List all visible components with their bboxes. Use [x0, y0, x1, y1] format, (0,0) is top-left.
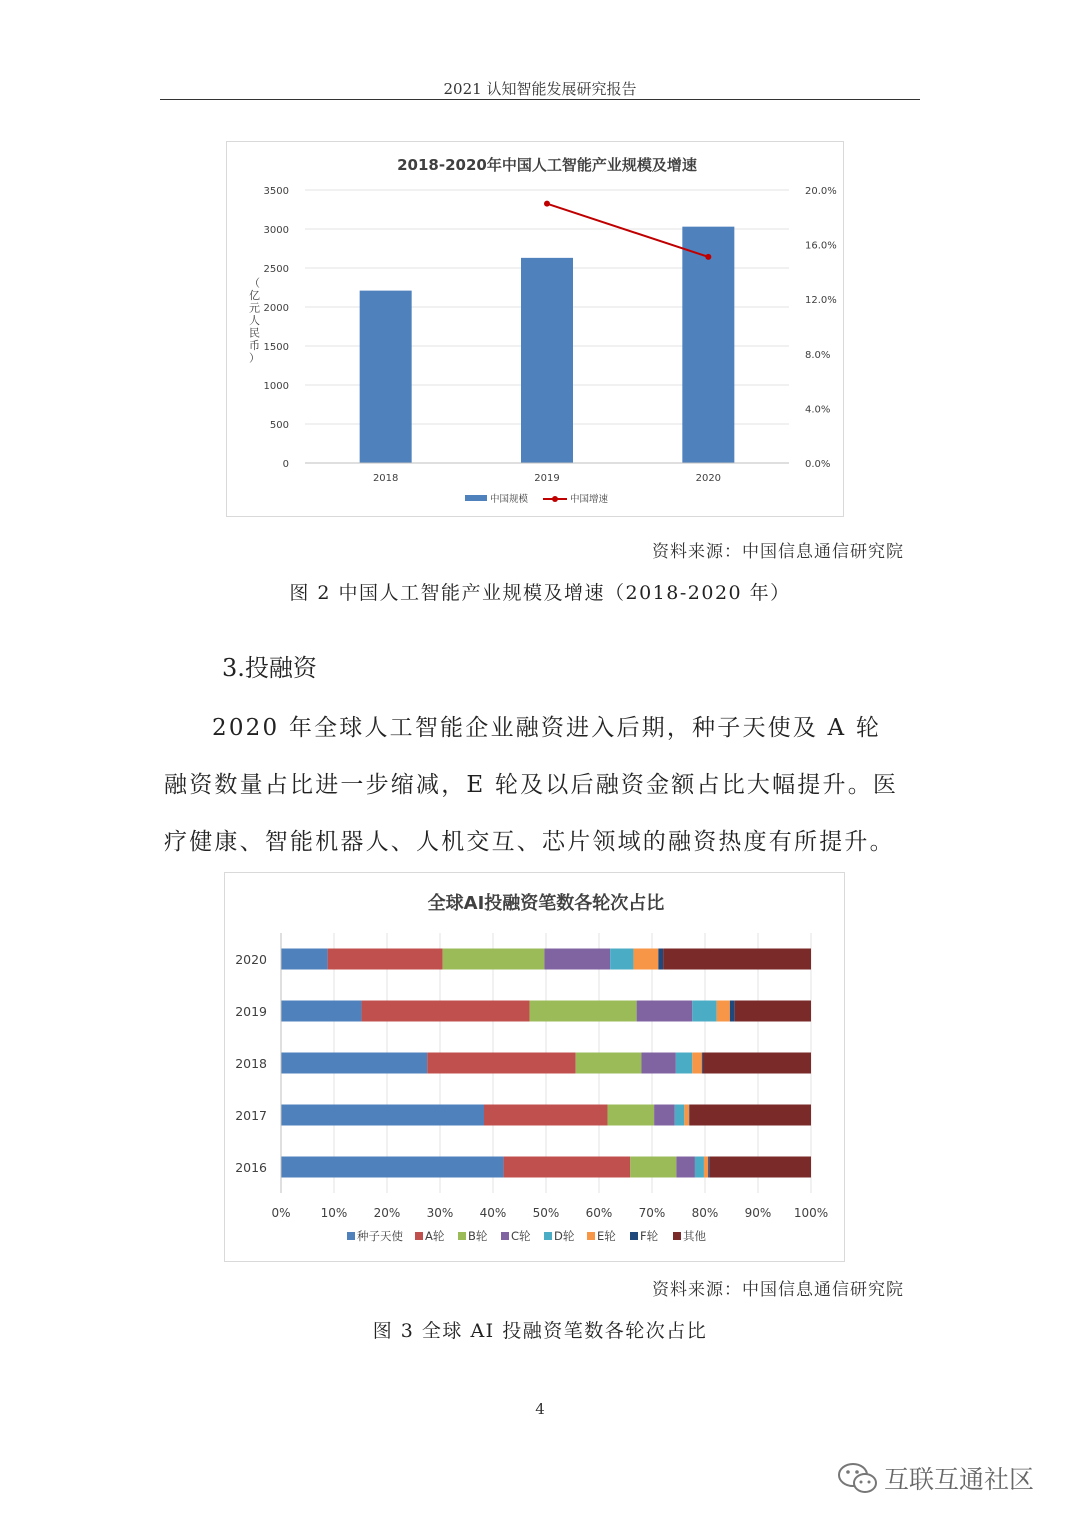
- figure3-source: 资料来源：中国信息通信研究院: [652, 1280, 904, 1300]
- y-tick-label: 3500: [263, 186, 289, 197]
- segment-D轮-2020: [610, 949, 633, 970]
- chart-industry-scale-svg: [227, 142, 843, 516]
- legend-label: B轮: [468, 1229, 488, 1243]
- segment-D轮-2018: [676, 1053, 692, 1074]
- y-tick-label: 2016: [235, 1160, 267, 1175]
- segment-C轮-2017: [654, 1105, 675, 1126]
- x-tick-label: 0%: [271, 1206, 291, 1220]
- segment-C轮-2020: [544, 949, 610, 970]
- y-tick-label: 2500: [263, 264, 289, 275]
- bar-中国规模-2020: [682, 227, 734, 463]
- y-tick-label: 1500: [263, 342, 289, 353]
- x-tick-label: 50%: [532, 1206, 560, 1220]
- line-point: [544, 201, 550, 207]
- segment-C轮-2018: [641, 1053, 675, 1074]
- segment-A轮-2019: [362, 1001, 530, 1022]
- y-tick-label: 0: [282, 459, 289, 470]
- segment-种子天使-2017: [281, 1105, 484, 1126]
- x-tick-label: 40%: [479, 1206, 507, 1220]
- page-number: 4: [535, 1400, 545, 1418]
- legend-swatch: [544, 1232, 552, 1240]
- segment-E轮-2018: [692, 1053, 702, 1074]
- x-tick-label: 30%: [426, 1206, 454, 1220]
- segment-F轮-2016: [708, 1157, 709, 1178]
- segment-B轮-2017: [607, 1105, 654, 1126]
- legend-swatch: [673, 1232, 681, 1240]
- x-tick-label: 60%: [585, 1206, 613, 1220]
- y-tick-label: 2020: [235, 952, 267, 967]
- legend-swatch: [458, 1232, 466, 1240]
- legend-label: A轮: [425, 1229, 445, 1243]
- y-tick-label: 2019: [235, 1004, 267, 1019]
- x-tick-label: 70%: [638, 1206, 666, 1220]
- chart-title: 2018-2020年中国人工智能产业规模及增速: [397, 156, 697, 174]
- y-tick-label: 500: [269, 420, 289, 431]
- watermark-text: 互联互通社区: [884, 1465, 1035, 1494]
- segment-种子天使-2020: [281, 949, 328, 970]
- section-heading: 3.投融资: [222, 654, 317, 682]
- legend-label: 其他: [683, 1229, 706, 1243]
- y2-tick-label: 0.0%: [805, 459, 831, 470]
- legend-label: 中国规模: [490, 494, 529, 505]
- line-point: [705, 254, 711, 260]
- chart-funding-rounds: [224, 872, 845, 1262]
- y-tick-label: 2017: [235, 1108, 267, 1123]
- header-rule: [160, 99, 920, 100]
- legend-label: 中国增速: [570, 494, 609, 505]
- x-tick-label: 20%: [373, 1206, 401, 1220]
- segment-种子天使-2016: [281, 1157, 504, 1178]
- segment-A轮-2016: [504, 1157, 631, 1178]
- segment-A轮-2020: [328, 949, 443, 970]
- y-axis-label: （亿元人民币）: [249, 276, 260, 365]
- x-tick-label: 90%: [744, 1206, 772, 1220]
- segment-D轮-2019: [692, 1001, 716, 1022]
- segment-其他-2019: [735, 1001, 811, 1022]
- y-tick-label: 1000: [263, 381, 289, 392]
- y-tick-label: 2000: [263, 303, 289, 314]
- legend-swatch: [501, 1232, 509, 1240]
- wechat-icon: [836, 1458, 880, 1498]
- y-tick-label: 2018: [235, 1056, 267, 1071]
- segment-B轮-2018: [576, 1053, 642, 1074]
- legend-label: 种子天使: [357, 1229, 403, 1243]
- segment-种子天使-2018: [281, 1053, 427, 1074]
- segment-其他-2018: [703, 1053, 811, 1074]
- section-paragraph: 2020 年全球人工智能企业融资进入后期，种子天使及 A 轮融资数量占比进一步缩减，E 轮及以后融资金额占比大幅提升。医疗健康、智能机器人、人机交互、芯片领域的融资热度有所提升。: [164, 715, 899, 855]
- figure2-caption: 图 2 中国人工智能产业规模及增速（2018-2020 年）: [289, 582, 791, 604]
- y2-tick-label: 8.0%: [805, 349, 831, 361]
- x-tick-label: 2020: [695, 473, 722, 484]
- x-tick-label: 2018: [372, 473, 399, 484]
- figure2-source: 资料来源：中国信息通信研究院: [652, 542, 904, 562]
- figure3-caption: 图 3 全球 AI 投融资笔数各轮次占比: [372, 1320, 708, 1342]
- watermark: [836, 1456, 1056, 1500]
- chart-industry-scale: [226, 141, 844, 517]
- segment-B轮-2020: [443, 949, 545, 970]
- x-tick-label: 10%: [320, 1206, 348, 1220]
- bar-中国规模-2019: [521, 258, 573, 463]
- segment-E轮-2017: [684, 1105, 689, 1126]
- segment-C轮-2016: [676, 1157, 695, 1178]
- segment-其他-2016: [709, 1157, 811, 1178]
- legend-label: F轮: [640, 1229, 659, 1243]
- bar-中国规模-2018: [360, 291, 412, 463]
- segment-A轮-2017: [484, 1105, 607, 1126]
- legend-swatch: [587, 1232, 595, 1240]
- legend-label: E轮: [597, 1229, 616, 1243]
- segment-E轮-2019: [717, 1001, 730, 1022]
- y2-tick-label: 20.0%: [805, 186, 837, 197]
- segment-E轮-2016: [704, 1157, 708, 1178]
- x-tick-label: 2019: [534, 473, 560, 484]
- segment-D轮-2017: [675, 1105, 685, 1126]
- chart-title: 全球AI投融资笔数各轮次占比: [427, 893, 665, 914]
- y2-tick-label: 16.0%: [805, 240, 837, 252]
- legend-swatch: [415, 1232, 423, 1240]
- segment-B轮-2019: [530, 1001, 637, 1022]
- segment-A轮-2018: [427, 1053, 575, 1074]
- legend-swatch: [465, 495, 487, 501]
- segment-其他-2020: [663, 949, 811, 970]
- legend-label: D轮: [554, 1229, 575, 1243]
- legend-label: C轮: [511, 1229, 531, 1243]
- y2-tick-label: 4.0%: [805, 404, 831, 416]
- legend-swatch: [630, 1232, 638, 1240]
- segment-F轮-2019: [730, 1001, 735, 1022]
- segment-E轮-2020: [633, 949, 658, 970]
- segment-其他-2017: [690, 1105, 811, 1126]
- y-tick-label: 3000: [263, 225, 289, 236]
- segment-F轮-2018: [702, 1053, 703, 1074]
- running-header: 2021 认知智能发展研究报告: [443, 80, 637, 98]
- x-tick-label: 80%: [691, 1206, 719, 1220]
- segment-C轮-2019: [637, 1001, 693, 1022]
- segment-F轮-2020: [658, 949, 663, 970]
- legend-marker: [552, 496, 558, 502]
- segment-D轮-2016: [695, 1157, 704, 1178]
- x-tick-label: 100%: [793, 1206, 829, 1220]
- segment-F轮-2017: [689, 1105, 690, 1126]
- y2-tick-label: 12.0%: [805, 295, 837, 307]
- segment-种子天使-2019: [281, 1001, 362, 1022]
- legend-swatch: [347, 1232, 355, 1240]
- chart-funding-rounds-svg: [225, 873, 844, 1261]
- segment-B轮-2016: [630, 1157, 676, 1178]
